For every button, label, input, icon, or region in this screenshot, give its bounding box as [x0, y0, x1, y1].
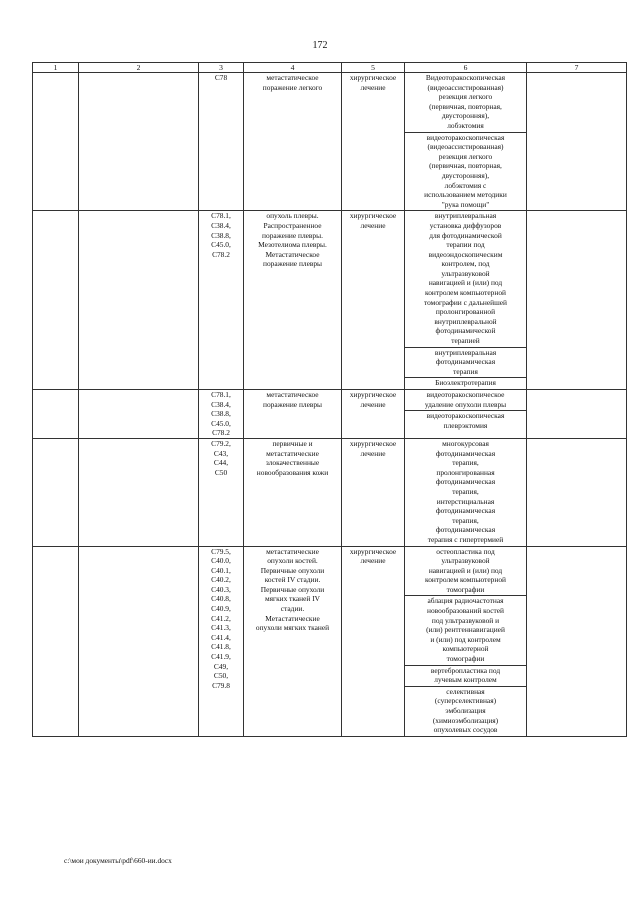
cell-treatment [342, 546, 405, 736]
method-line: пролонгированная [436, 467, 495, 477]
method-line: навигацией и (или) под [428, 278, 503, 288]
method-line: под ультразвуковой и [431, 615, 500, 625]
method-line: терапии под [446, 240, 485, 250]
method-line: видеоторакоскопическое [426, 390, 505, 399]
diagnosis-text: новообразования кожи [256, 467, 329, 477]
cell-col2 [79, 73, 199, 211]
cell-methods [405, 546, 527, 736]
column-header: 4 [244, 63, 342, 73]
cell-diagnosis [244, 438, 342, 546]
method-line: фотодинамическая [435, 525, 496, 535]
diagnosis-text: опухоль плевры. [266, 211, 319, 221]
diagnosis-code: C78.2 [212, 428, 230, 438]
cell-methods [405, 73, 527, 211]
cell-codes [199, 390, 244, 439]
method-line: внутриплевральная [434, 347, 497, 357]
method-line: удаление опухоли плевры [424, 399, 507, 409]
column-header: 7 [527, 63, 627, 73]
diagnosis-code: C41.2, [211, 613, 231, 623]
treatment-type: лечение [360, 448, 386, 458]
method-entry [405, 378, 526, 389]
method-line: Видеоторакоскопическая [425, 73, 506, 82]
method-line: интерстициальная [436, 496, 495, 506]
cell-col2 [79, 546, 199, 736]
method-line: видеоторакоскопическая [426, 411, 505, 421]
table-row [33, 390, 627, 439]
method-line: (видеоассистированная) [427, 82, 504, 92]
diagnosis-code: C41.8, [211, 642, 231, 652]
cell-col2 [79, 211, 199, 390]
treatment-type: лечение [360, 82, 386, 92]
cell-col7 [527, 438, 627, 546]
column-header: 3 [199, 63, 244, 73]
diagnosis-text: поражение плевры [262, 259, 323, 269]
procedures-table [32, 62, 627, 737]
method-entry [405, 211, 526, 347]
method-entry [405, 348, 526, 379]
cell-diagnosis [244, 73, 342, 211]
method-line: лучевым контролем [434, 675, 497, 685]
treatment-type: хирургическое [349, 438, 397, 448]
method-line: фотодинамическая [435, 477, 496, 487]
diagnosis-code: C44, [213, 458, 229, 468]
diagnosis-code: C79.8 [212, 680, 230, 690]
diagnosis-code: C38.8, [211, 230, 231, 240]
cell-treatment [342, 73, 405, 211]
method-line: для фотодинамической [429, 230, 502, 240]
method-entry [405, 133, 526, 211]
column-header-row [33, 63, 627, 73]
cell-col1 [33, 546, 79, 736]
method-entry [405, 390, 526, 411]
method-entry [405, 547, 526, 597]
cell-col7 [527, 211, 627, 390]
diagnosis-text: поражение плевры. [262, 230, 323, 240]
method-line: компьютерной [442, 644, 489, 654]
diagnosis-text: Метастатическое [265, 249, 320, 259]
cell-methods [405, 211, 527, 390]
method-line: (первичная, повторная, [429, 101, 502, 111]
method-line: контролем компьютерной [425, 575, 506, 585]
diagnosis-text: поражение плевры [262, 399, 323, 409]
diagnosis-code: C40.9, [211, 604, 231, 614]
column-header: 5 [342, 63, 405, 73]
diagnosis-text: Метастатические [265, 613, 320, 623]
method-line: (суперселективная) [434, 696, 497, 706]
diagnosis-code: C38.4, [211, 220, 231, 230]
diagnosis-text: метастатическое [266, 73, 319, 82]
method-line: установка диффузоров [429, 220, 502, 230]
cell-col1 [33, 211, 79, 390]
table-row [33, 211, 627, 390]
method-line: терапия, [452, 458, 479, 468]
page-number: 172 [312, 40, 328, 51]
method-line: резекция легкого [438, 151, 493, 161]
diagnosis-code: C78 [214, 73, 228, 82]
treatment-type: лечение [360, 556, 386, 566]
cell-treatment [342, 211, 405, 390]
diagnosis-code: C43, [213, 448, 229, 458]
method-line: видеоэндоскопическим [428, 249, 503, 259]
table-row [33, 73, 627, 211]
cell-diagnosis [244, 390, 342, 439]
diagnosis-code: C38.4, [211, 399, 231, 409]
diagnosis-code: C50, [213, 671, 229, 681]
method-line: лобэктомия [447, 120, 484, 130]
method-entry [405, 439, 526, 546]
column-header: 6 [405, 63, 527, 73]
diagnosis-text: опухоли мягких тканей [255, 623, 330, 633]
diagnosis-text: Мезотелиома плевры. [258, 240, 327, 250]
column-header: 2 [79, 63, 199, 73]
diagnosis-text: поражение легкого [262, 82, 323, 92]
method-line: селективная [446, 686, 485, 696]
method-line: лобэктомия с [444, 180, 487, 190]
method-line: внутриплевральной [434, 316, 497, 326]
method-line: (первичная, повторная, [429, 161, 502, 171]
cell-col7 [527, 390, 627, 439]
cell-col1 [33, 73, 79, 211]
cell-col1 [33, 390, 79, 439]
table-row [33, 438, 627, 546]
method-line: использованием методики [424, 190, 507, 200]
method-line: (видеоассистированная) [427, 142, 504, 152]
method-line: фотодинамическая [435, 357, 496, 367]
treatment-type: хирургическое [349, 546, 397, 556]
method-entry [405, 73, 526, 133]
cell-col7 [527, 546, 627, 736]
method-line: Биоэлектротерапия [435, 378, 496, 388]
cell-col2 [79, 390, 199, 439]
cell-codes [199, 73, 244, 211]
diagnosis-code: C50 [214, 467, 228, 477]
diagnosis-text: Первичные опухоли [260, 565, 325, 575]
method-line: двусторонняя), [441, 170, 490, 180]
diagnosis-code: C45.0, [211, 418, 231, 428]
method-line: контролем, под [441, 259, 490, 269]
diagnosis-code: C41.3, [211, 623, 231, 633]
diagnosis-code: C40.2, [211, 575, 231, 585]
diagnosis-code: C38.8, [211, 409, 231, 419]
cell-diagnosis [244, 211, 342, 390]
method-line: терапия, [452, 486, 479, 496]
cell-codes [199, 546, 244, 736]
cell-codes [199, 211, 244, 390]
method-line: ультразвуковой [441, 268, 490, 278]
method-line: ультразвуковой [441, 556, 490, 566]
diagnosis-text: костей IV стадии. [264, 575, 321, 585]
method-line: двусторонняя), [441, 111, 490, 121]
method-entry [405, 596, 526, 665]
method-line: и (или) под контролем [430, 634, 501, 644]
diagnosis-text: метастатические [266, 448, 319, 458]
cell-col2 [79, 438, 199, 546]
method-line: томографии [446, 654, 485, 664]
diagnosis-code: C41.9, [211, 652, 231, 662]
method-line: остеопластика под [436, 546, 495, 556]
diagnosis-code: C78.1, [211, 211, 231, 221]
treatment-type: хирургическое [349, 211, 397, 221]
cell-methods [405, 390, 527, 439]
diagnosis-code: C79.2, [211, 438, 231, 448]
diagnosis-text: метастатические [266, 546, 319, 556]
treatment-type: хирургическое [349, 390, 397, 399]
method-line: терапия [453, 366, 478, 376]
method-line: терапия, [452, 515, 479, 525]
diagnosis-code: C45.0, [211, 240, 231, 250]
method-line: (химиоэмболизация) [432, 715, 499, 725]
cell-diagnosis [244, 546, 342, 736]
diagnosis-text: метастатическое [266, 390, 319, 399]
method-line: вертебропластика под [430, 665, 501, 675]
diagnosis-text: мягких тканей IV [264, 594, 321, 604]
method-entry [405, 411, 526, 431]
method-line: многокурсовая [442, 438, 489, 448]
column-header: 1 [33, 63, 79, 73]
method-line: аблация радиочастотная [427, 596, 504, 606]
method-line: томографии [446, 584, 485, 594]
method-line: контролем компьютерной [425, 288, 506, 298]
method-line: видеоторакоскопическая [426, 132, 505, 142]
diagnosis-text: стадии. [280, 604, 305, 614]
treatment-type: хирургическое [349, 73, 397, 82]
diagnosis-code: C41.4, [211, 632, 231, 642]
footer-file-path: c:\мои документы\pdf\660-ии.docx [64, 856, 172, 865]
diagnosis-code: C40.3, [211, 584, 231, 594]
method-entry [405, 687, 526, 736]
cell-col7 [527, 73, 627, 211]
method-line: навигацией и (или) под [428, 565, 503, 575]
diagnosis-code: C78.1, [211, 390, 231, 399]
method-line: "рука помощи" [441, 199, 490, 209]
method-line: томографии с дальнейшей [423, 297, 508, 307]
method-line: пролонгированной [435, 307, 496, 317]
method-line: фотодинамическая [435, 448, 496, 458]
method-line: новообразований костей [426, 606, 504, 616]
method-line: терапия с гипертермией [427, 534, 504, 544]
method-entry [405, 666, 526, 687]
method-line: внутриплевральная [434, 211, 497, 221]
cell-methods [405, 438, 527, 546]
treatment-type: лечение [360, 220, 386, 230]
diagnosis-text: Первичные опухоли [260, 584, 325, 594]
diagnosis-text: злокачественные [265, 458, 320, 468]
table-row [33, 546, 627, 736]
method-line: фотодинамическая [435, 506, 496, 516]
method-line: плеврэктомия [443, 420, 488, 430]
method-line: опухолевых сосудов [433, 725, 498, 735]
cell-codes [199, 438, 244, 546]
diagnosis-code: C40.0, [211, 556, 231, 566]
cell-treatment [342, 438, 405, 546]
diagnosis-code: C40.8, [211, 594, 231, 604]
diagnosis-code: C40.1, [211, 565, 231, 575]
method-line: эмболизация [445, 706, 486, 715]
diagnosis-code: C49, [213, 661, 229, 671]
diagnosis-code: C79.5, [211, 546, 231, 556]
diagnosis-text: опухоли костей. [267, 556, 318, 566]
diagnosis-text: первичные и [272, 438, 313, 448]
method-line: фотодинамической [435, 326, 496, 336]
method-line: резекция легкого [438, 92, 493, 102]
cell-col1 [33, 438, 79, 546]
diagnosis-text: Распространенное [263, 220, 322, 230]
diagnosis-code: C78.2 [212, 249, 230, 259]
treatment-type: лечение [360, 399, 386, 409]
method-line: терапией [451, 336, 480, 346]
cell-treatment [342, 390, 405, 439]
method-line: (или) рентгеннавигацией [426, 625, 505, 635]
